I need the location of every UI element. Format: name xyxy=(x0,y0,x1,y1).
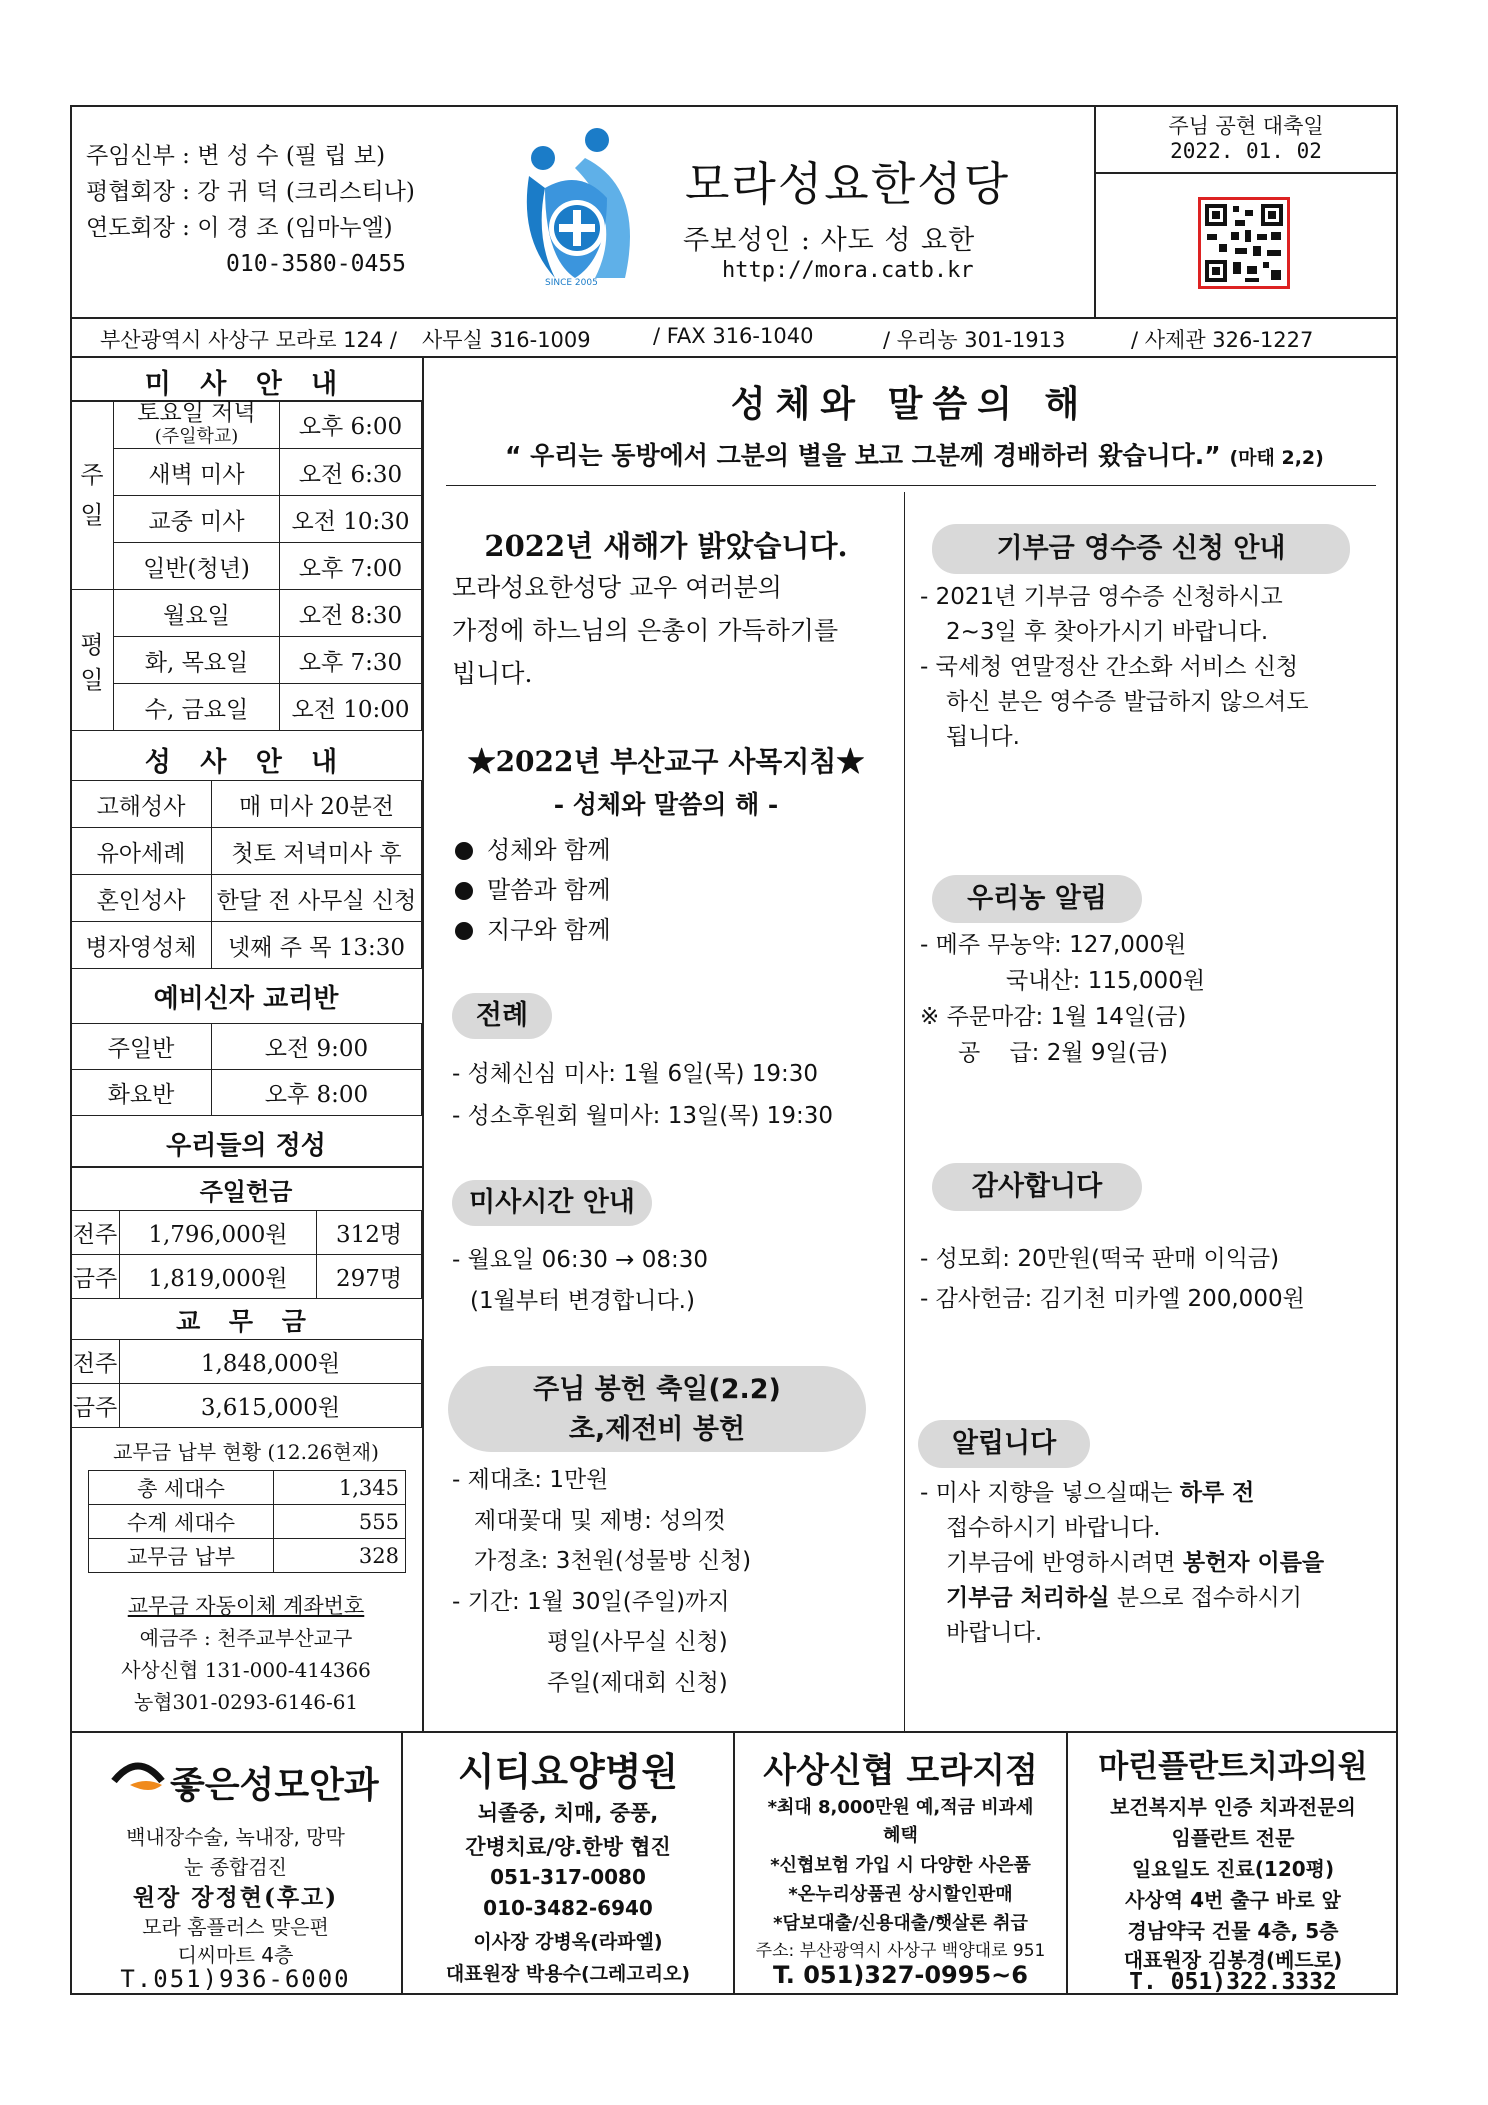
sacrament-info: 넷째 주 목 13:30 xyxy=(212,922,422,969)
mass-row-time: 오전 10:00 xyxy=(280,684,422,731)
due-status-title: 교무금 납부 현황 (12.26현재) xyxy=(113,1440,379,1464)
address-bar xyxy=(70,324,1398,354)
ad-hospital-name: 시티요양병원 xyxy=(457,1750,679,1794)
eye-logo-icon xyxy=(110,1751,166,1795)
notice-heading: 알립니다 xyxy=(918,1420,1090,1468)
feast-heading: 주님 봉헌 축일(2.2) 초,제전비 봉헌 xyxy=(448,1366,866,1452)
rectory-phone: / 사제관 326-1227 xyxy=(1131,328,1314,352)
mass-row-name: 수, 금요일 xyxy=(114,684,280,731)
farm-phone: / 우리농 301-1913 xyxy=(883,328,1066,352)
mass-row-time: 오전 10:30 xyxy=(280,496,422,543)
offering-amount: 1,819,000원 xyxy=(120,1255,317,1299)
theme-verse: “ 우리는 동방에서 그분의 별을 보고 그분께 경배하러 왔습니다.” (마태 2,2) xyxy=(505,441,1324,470)
due-status-table xyxy=(88,1470,406,1573)
year-theme-title: 성체와 말씀의 해 xyxy=(730,384,1090,425)
mass-row-time: 오후 6:00 xyxy=(280,401,422,449)
ad-credit-name: 사상신협 모라지점 xyxy=(763,1751,1038,1791)
mass-row-name: 화, 목요일 xyxy=(114,637,280,684)
account-number-2: 농협301-0293-6146-61 xyxy=(133,1690,359,1714)
ad-credit-union[interactable]: 사상신협 모라지점 *최대 8,000만원 예,적금 비과세 혜택 *신협보험 가입 시 다양한 사은품 *온누리상품권 상시할인판매 *담보대출/신용대출/햇살론 취급 주소: 부산광역시 사상구 백양대로 951 T. 051)327-0995~6 xyxy=(735,1731,1066,1995)
due-label: 금주 xyxy=(71,1384,120,1428)
sacrament-name: 고해성사 xyxy=(71,781,212,828)
fax: / FAX 316-1040 xyxy=(653,324,814,348)
offering-label: 금주 xyxy=(71,1255,120,1299)
priest-line: 주임신부 : 변 성 수 (필 립 보) xyxy=(86,143,386,169)
notice-list: - 미사 지향을 넣으실때는 하루 전 접수하시기 바랍니다. 기부금에 반영하시려면 봉헌자 이름을 기부금 처리하실 분으로 접수하시기 바랍니다. xyxy=(920,1480,1325,1646)
patron-saint: 주보성인 : 사도 성 요한 xyxy=(683,225,976,256)
district-line: 연도회장 : 이 경 조 (임마누엘) xyxy=(86,215,393,241)
list-item: 지구와 함께 xyxy=(455,910,611,950)
status-value: 1,345 xyxy=(274,1471,406,1505)
sacrament-name: 혼인성사 xyxy=(71,875,212,922)
mass-row-time: 오후 7:00 xyxy=(280,543,422,590)
newyear-message: 모라성요한성당 교우 여러분의 가정에 하느님의 은총이 가득하기를 빕니다. xyxy=(452,573,839,688)
class-time: 오전 9:00 xyxy=(212,1024,422,1070)
farm-list: - 메주 무농약: 127,000원 국내산: 115,000원 ※ 주문마감: 1월 14일(금) 공 급: 2월 9일(금) xyxy=(920,932,1206,1066)
address: 부산광역시 사상구 모라로 124 / xyxy=(100,328,398,352)
mass-row-name: 교중 미사 xyxy=(114,496,280,543)
status-label: 교무금 납부 xyxy=(89,1539,274,1573)
thanks-heading: 감사합니다 xyxy=(932,1163,1142,1211)
sacraments-table xyxy=(70,780,422,969)
catechumen-heading: 예비신자 교리반 xyxy=(153,984,339,1014)
sacrament-name: 병자영성체 xyxy=(71,922,212,969)
ad-eye-name: 좋은성모안과 xyxy=(170,1765,379,1806)
mass-heading: 미 사 안 내 xyxy=(144,369,348,400)
qr-code[interactable] xyxy=(1198,197,1290,289)
sunday-label: 주 일 xyxy=(71,401,114,590)
pastoral-list xyxy=(455,830,611,950)
feast-name: 주님 공현 대축일 xyxy=(1168,114,1324,138)
sunday-offering-table xyxy=(70,1210,422,1299)
catechumen-table xyxy=(70,1023,422,1116)
liturgy-list: - 성체신심 미사: 1월 6일(목) 19:30 - 성소후원회 월미사: 13일(목) 19:30 xyxy=(452,1061,833,1129)
status-label: 총 세대수 xyxy=(89,1471,274,1505)
status-value: 328 xyxy=(274,1539,406,1573)
ad-dental-clinic[interactable]: 마린플란트치과의원 보건복지부 인증 치과전문의 임플란트 전문 일요일도 진료(120평) 사상역 4번 출구 바로 앞 경남약국 건물 4층, 5층 대표원장 김봉경(베드로) T. 051)322.3332 xyxy=(1068,1731,1398,1995)
mass-table xyxy=(70,400,422,731)
sacraments-heading: 성 사 안 내 xyxy=(144,747,348,778)
list-item: 성체와 함께 xyxy=(455,830,611,870)
issue-date: 2022. 01. 02 xyxy=(1170,139,1322,163)
parish-name: 모라성요한성당 xyxy=(685,157,1011,211)
ad-nursing-hospital[interactable]: 시티요양병원 뇌졸중, 치매, 중풍, 간병치료/양.한방 협진 051-317-0080 010-3482-6940 이사장 강병옥(라파엘) 대표원장 박용수(그레고리오) xyxy=(403,1731,733,1995)
due-amount: 1,848,000원 xyxy=(120,1340,422,1384)
offering-count: 312명 xyxy=(317,1211,422,1255)
status-value: 555 xyxy=(274,1505,406,1539)
offering-amount: 1,796,000원 xyxy=(120,1211,317,1255)
liturgy-heading: 전례 xyxy=(452,993,552,1039)
header-staff xyxy=(86,138,415,282)
logo-since: SINCE 2005 xyxy=(545,278,598,288)
offering-label: 전주 xyxy=(71,1211,120,1255)
weekday-label: 평 일 xyxy=(71,590,114,731)
class-name: 화요반 xyxy=(71,1070,212,1116)
feast-list: - 제대초: 1만원 제대꽃대 및 제병: 성의껏 가정초: 3천원(성물방 신청) - 기간: 1월 30일(주일)까지 평일(사무실 신청) 주일(제대회 신청) xyxy=(452,1467,752,1696)
receipt-heading: 기부금 영수증 신청 안내 xyxy=(932,524,1350,574)
sacrament-info: 한달 전 사무실 신청 xyxy=(212,875,422,922)
ad-eye-clinic[interactable]: 좋은성모안과 백내장수술, 녹내장, 망막 눈 종합검진 원장 장정현(후고) 모라 홈플러스 맞은편 디씨마트 4층 T.051)936-6000 xyxy=(70,1731,401,1995)
due-amount: 3,615,000원 xyxy=(120,1384,422,1428)
phone: 010-3580-0455 xyxy=(226,251,407,277)
mass-row-time: 오전 8:30 xyxy=(280,590,422,637)
offerings-heading: 우리들의 정성 xyxy=(166,1131,326,1161)
ad-dental-name: 마린플란트치과의원 xyxy=(1098,1749,1368,1785)
parish-logo xyxy=(515,128,645,288)
mass-row-name: 월요일 xyxy=(114,590,280,637)
class-time: 오후 8:00 xyxy=(212,1070,422,1116)
account-number-1: 사상신협 131-000-414366 xyxy=(121,1658,371,1682)
farm-heading: 우리농 알림 xyxy=(932,875,1142,923)
list-item: 말씀과 함께 xyxy=(455,870,611,910)
sacrament-name: 유아세례 xyxy=(71,828,212,875)
parish-due-heading: 교 무 금 xyxy=(176,1307,316,1336)
mass-row-time: 오후 7:30 xyxy=(280,637,422,684)
status-label: 수계 세대수 xyxy=(89,1505,274,1539)
thanks-list: - 성모회: 20만원(떡국 판매 이익금) - 감사헌금: 김기천 미카엘 200,000원 xyxy=(920,1246,1305,1312)
sacrament-info: 첫토 저녁미사 후 xyxy=(212,828,422,875)
pastoral-sub: - 성체와 말씀의 해 - xyxy=(553,790,779,819)
account-holder: 예금주 : 천주교부산교구 xyxy=(139,1626,353,1650)
office-phone: 사무실 316-1009 xyxy=(422,328,591,352)
newyear-heading: 2022년 새해가 밝았습니다. xyxy=(484,529,848,563)
offering-count: 297명 xyxy=(317,1255,422,1299)
receipt-list: - 2021년 기부금 영수증 신청하시고 2~3일 후 찾아가시기 바랍니다. - 국세청 연말정산 간소화 서비스 신청 하신 분은 영수증 발급하지 않으셔도 됩니다. xyxy=(920,584,1309,750)
mass-row-name: 새벽 미사 xyxy=(114,449,280,496)
mass-row-name: 일반(청년) xyxy=(114,543,280,590)
council-line: 평협회장 : 강 귀 덕 (크리스티나) xyxy=(86,179,415,205)
sunday-offering-heading: 주일헌금 xyxy=(199,1177,293,1206)
mass-row-name: 토요일 저녁 (주일학교) xyxy=(114,401,280,449)
masstime-list: - 월요일 06:30 → 08:30 (1월부터 변경합니다.) xyxy=(452,1247,709,1314)
pastoral-heading: ★2022년 부산교구 사목지침★ xyxy=(467,745,865,778)
masstime-heading: 미사시간 안내 xyxy=(452,1180,652,1226)
sacrament-info: 매 미사 20분전 xyxy=(212,781,422,828)
mass-row-time: 오전 6:30 xyxy=(280,449,422,496)
parish-due-table xyxy=(70,1339,422,1428)
parish-url[interactable]: http://mora.catb.kr xyxy=(722,258,974,283)
class-name: 주일반 xyxy=(71,1024,212,1070)
due-label: 전주 xyxy=(71,1340,120,1384)
auto-transfer-title: 교무금 자동이체 계좌번호 xyxy=(127,1594,365,1618)
